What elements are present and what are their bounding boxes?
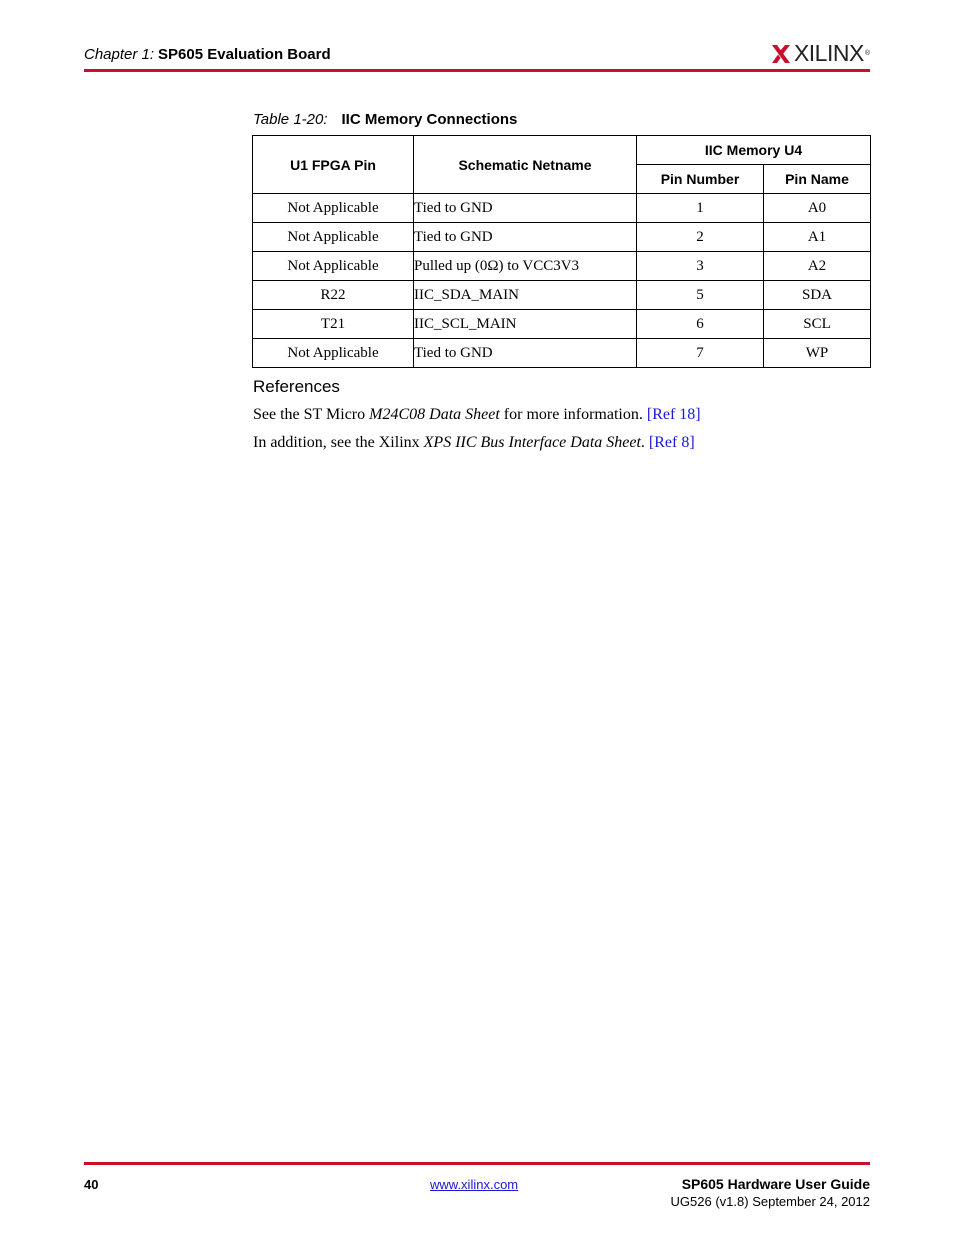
cell-num: 5	[637, 281, 764, 310]
logo-wordmark: XILINX	[793, 40, 864, 66]
p2-text-a: In addition, see the Xilinx	[253, 434, 424, 451]
cell-num: 6	[637, 310, 764, 339]
p1-text-a: See the ST Micro	[253, 406, 370, 423]
table-row	[253, 339, 871, 368]
ref-8-link[interactable]: [Ref 8]	[648, 434, 695, 451]
page-number: 40	[84, 1177, 99, 1192]
running-head	[84, 46, 331, 63]
cell-fpga: Not Applicable	[253, 339, 414, 368]
cell-net: Tied to GND	[414, 223, 637, 252]
cell-num: 7	[637, 339, 764, 368]
header-divider	[84, 69, 870, 72]
header-group: IIC Memory U4	[637, 136, 871, 165]
references-heading: References	[253, 377, 340, 396]
guide-title: SP605 Hardware User Guide	[681, 1176, 870, 1192]
cell-num: 2	[637, 223, 764, 252]
cell-fpga: R22	[253, 281, 414, 310]
cell-name: A0	[764, 194, 871, 223]
p2-text-b: .	[640, 434, 649, 451]
cell-fpga: T21	[253, 310, 414, 339]
cell-num: 3	[637, 252, 764, 281]
cell-fpga: Not Applicable	[253, 194, 414, 223]
cell-name: WP	[764, 339, 871, 368]
header-netname: Schematic Netname	[414, 136, 637, 194]
table-row	[253, 281, 871, 310]
reference-paragraph-2	[253, 434, 695, 452]
cell-name: A2	[764, 252, 871, 281]
xilinx-logo	[771, 40, 870, 67]
cell-name: A1	[764, 223, 871, 252]
table-row	[253, 194, 871, 223]
p1-doc-title: M24C08 Data Sheet	[369, 406, 500, 423]
website-link[interactable]: www.xilinx.com	[430, 1177, 519, 1192]
cell-net: IIC_SCL_MAIN	[414, 310, 637, 339]
guide-version: UG526 (v1.8) September 24, 2012	[670, 1194, 870, 1209]
table-row	[253, 310, 871, 339]
footer-divider	[84, 1162, 870, 1165]
cell-num: 1	[637, 194, 764, 223]
cell-name: SDA	[764, 281, 871, 310]
cell-net: Tied to GND	[414, 339, 637, 368]
p2-doc-title: XPS IIC Bus Interface Data Sheet	[423, 434, 641, 451]
chapter-number: Chapter 1:	[84, 46, 155, 63]
header-pin-name: Pin Name	[764, 165, 871, 194]
cell-net: IIC_SDA_MAIN	[414, 281, 637, 310]
table-title: IIC Memory Connections	[341, 111, 518, 128]
cell-name: SCL	[764, 310, 871, 339]
cell-fpga: Not Applicable	[253, 223, 414, 252]
cell-net: Pulled up (0Ω) to VCC3V3	[414, 252, 637, 281]
table-row	[253, 223, 871, 252]
registered-mark: ®	[864, 50, 870, 57]
table-row	[253, 252, 871, 281]
table-number: Table 1-20:	[253, 111, 328, 128]
header-fpga-pin: U1 FPGA Pin	[253, 136, 414, 194]
page-header	[84, 40, 870, 70]
p1-text-b: for more information.	[499, 406, 647, 423]
table-caption	[253, 111, 517, 128]
chapter-title: SP605 Evaluation Board	[158, 46, 331, 63]
xilinx-x-icon	[771, 44, 791, 64]
reference-paragraph-1	[253, 406, 701, 424]
cell-net: Tied to GND	[414, 194, 637, 223]
ref-18-link[interactable]: [Ref 18]	[646, 406, 701, 423]
iic-memory-table	[252, 135, 871, 368]
cell-fpga: Not Applicable	[253, 252, 414, 281]
header-pin-number: Pin Number	[637, 165, 764, 194]
